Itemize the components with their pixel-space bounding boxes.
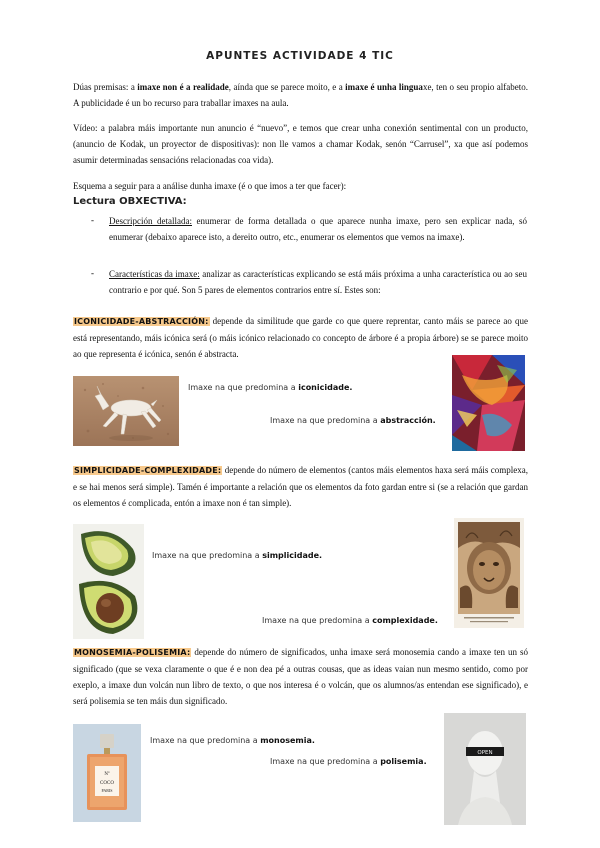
caption-iconicity: Imaxe na que predomina a iconicidade.	[188, 383, 353, 392]
objective-heading: Lectura OBXECTIVA:	[73, 196, 187, 207]
video-paragraph: Vídeo: a palabra máis importante nun anuncio é “nuevo”, e temos que crear unha conexión sentimental con un producto, (anuncio de Kodak, un proyector de dispositivas): non lle vamos a chamar Kodak, senón “Carrusel”, xa que así podemos asumir determinadas sensacións relacionadas coa vida).	[73, 123, 528, 165]
simplicity-label: SIMPLICIDADE-COMPLEXIDADE:	[74, 466, 222, 475]
complex-engraving	[454, 518, 524, 628]
caption-complexity: Imaxe na que predomina a complexidade.	[262, 616, 438, 625]
monosemy-label: MONOSEMIA-POLISEMIA:	[74, 648, 191, 657]
caption-monosemy: Imaxe na que predomina a monosemia.	[150, 736, 315, 745]
goat-photo	[73, 376, 179, 446]
perfume-label-line3: PARIS	[101, 788, 113, 793]
caption-abstraction: Imaxe na que predomina a abstracción.	[270, 416, 436, 425]
page-title: APUNTES ACTIVIDADE 4 TIC	[206, 50, 394, 62]
perfume-photo	[73, 724, 141, 822]
simplicity-paragraph: SIMPLICIDADE-COMPLEXIDADE: depende do número de elementos (cantos máis elementos haxa será máis complexa, e se hai menos será simple). Tamén é importante a relación que os elementos da foto gardan entre si (se a relación que gardan os elementos é complicada, entón a imaxe non é tan simple).	[73, 465, 528, 508]
bullet-description: Descripción detallada: enumerar de forma detallada o que aparece nunha imaxe, pero sen explicar nada, só enumerar (debaixo aparece isto, a dereito outro, etc., enumerar os elementos que vemos na imaxe).	[109, 216, 527, 242]
caption-simplicity: Imaxe na que predomina a simplicidade.	[152, 551, 323, 560]
sculpture-band-text: OPEN	[477, 750, 493, 756]
bullet-characteristics: Características da imaxe: analizar as características explicando se está máis próxima a unha característica ou ao seu contrario e por qué. Son 5 pares de elementos contrarios entre sí. Estes son:	[109, 269, 527, 295]
bullet-dash: -	[91, 268, 94, 278]
iconicity-paragraph: ICONICIDADE-ABSTRACCIÓN: depende da similitude que garde co que quere reprentar, canto máis se parece ao que está representando, máis icónica será (o máis icónico relacionado co concepto de árbore é a propia árbore) se se parece moito ao que representa é icónica, senón é abstracta.	[73, 316, 528, 359]
caption-polysemy: Imaxe na que predomina a polisemia.	[270, 757, 427, 766]
avocado-photo	[73, 524, 144, 639]
iconicity-label: ICONICIDADE-ABSTRACCIÓN:	[74, 317, 209, 326]
intro-paragraph: Dúas premisas: a imaxe non é a realidade, aínda que se parece moito, e a imaxe é unha linguaxe, ten o seu propio alfabeto. A publicidade é un bo recurso para traballar imaxes na aula.	[73, 82, 529, 108]
schema-paragraph: Esquema a seguir para a análise dunha imaxe (é o que imos a ter que facer):	[73, 181, 347, 191]
monosemy-paragraph: MONOSEMIA-POLISEMIA: depende do número de significados, unha imaxe será monosemia cando a imaxe ten un só significado (que se vexa claramente o que é e non dea pé a outras cousas, que as ideas vaian nun mesmo sentido, como por exeplo, a imaxe dun volcán nun libro de texto, o que nos interesa é o volcán, que os alumnos/as entendan ese significado), e será polisemia se ten máis dun significado.	[73, 647, 528, 706]
sculpture-photo	[444, 713, 526, 825]
perfume-label-line2: COCO	[100, 781, 114, 786]
abstract-painting	[452, 355, 525, 451]
bullet-dash: -	[91, 215, 94, 225]
perfume-label-line1: Nº	[104, 772, 110, 777]
